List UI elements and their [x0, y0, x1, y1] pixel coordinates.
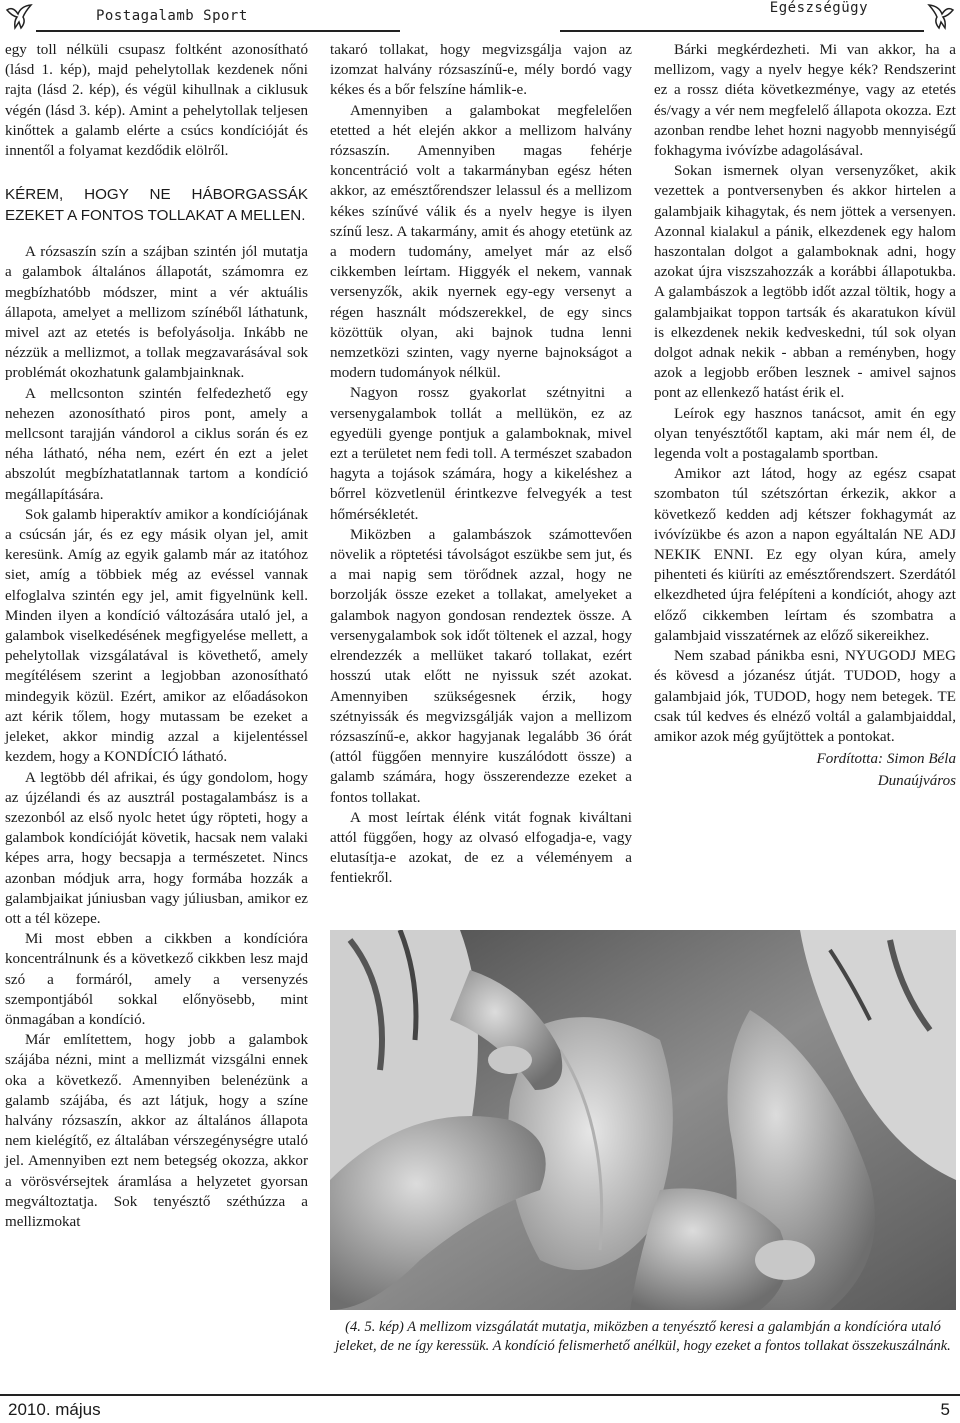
- paragraph: Leírok egy hasznos tanácsot, amit én egy olyan tenyésztőtől kaptam, aki már nem él, de legenda volt a postagalamb sportban.: [654, 405, 956, 463]
- pigeon-icon: [926, 2, 956, 32]
- paragraph: A most leírtak élénk vitát fognak kiváltani attól függően, hogy az olvasó elfogadja-e, vagy elutasítja-e azokat, de ez a véleményem a fentiekről.: [330, 809, 632, 887]
- header-rule-left: [36, 30, 400, 32]
- breast-inspection-photo: [330, 930, 956, 1310]
- magazine-title: Postagalamb Sport: [96, 8, 248, 24]
- paragraph: Nem szabad pánikba esni, NYUGODJ MEG és kövesd a józanész útját. TUDOD, hogy a galambjaid jók, TUDOD, hogy nem betegek. TE csak túl kedves és elnéző voltál a galambjaiddal, amikor azok még gyűjtöttek a pontokat.: [654, 648, 956, 745]
- paragraph: Már említettem, hogy jobb a galambok szájába nézni, mint a mellizmát vizsgálni ennek oka a következő. Amennyiben belenézünk a galamb szájába, és azt látjuk, hogy a színe halvány rózsaszín, akkor az általános állapota nem kielégítő, ez általában vérszegénységre utaló jel. Amennyiben ezt nem betegség okozza, akkor a vörösvérsejtek áramlása a helyzetet gyorsan megváltoztatja. Sok tenyésztő széthúzza a mellizmokat: [5, 1032, 308, 1230]
- article-column-3: [654, 40, 956, 792]
- paragraph: Mi most ebben a cikkben a kondícióra koncentrálnunk és a következő cikkben lesz majd szó a formáról, amely a versenyzés szempontjából sokkal előnyösebb, mint önmagában a kondíció.: [5, 931, 308, 1028]
- photo-caption: (4. 5. kép) A mellizom vizsgálatát mutatja, miközben a tenyésztő keresi a galambján a kondícióra utaló jeleket, de ne így keressük. A kondíció felismerhető anélkül, hogy ezeket a fontos tollakat összekuszálnánk.: [335, 1319, 951, 1354]
- emphasis-notice: KÉREM, HOGY NE HÁBORGASSÁK EZEKET A FONTOS TOLLAKAT A MELLEN.: [5, 186, 308, 224]
- pigeon-icon: [4, 2, 34, 32]
- page-number: 5: [940, 1400, 950, 1419]
- paragraph: takaró tollakat, hogy megvizsgálja vajon az izomzat halvány rózsaszínű-e, mély bordó vagy kékes és a bőr felszíne hámlik-e.: [330, 42, 632, 99]
- translator-credit: Fordította: Simon Béla: [816, 751, 956, 768]
- paragraph: Sokan ismernek olyan versenyzőket, akik vezettek a pontversenyben és akkor hirtelen a galambjaik kihagytak, és nem jöttek a versenyen. Azonnal kialakul a pánik, elkezdenek egy halom haszontalan dolgot a galamboknak adni, hogy azokat újra viszszahozzák a korábbi állapotukba. A galambászok a legtöbb időt azzal töltik, hogy a galambjaikat toppon tartsák és akaratukon kívül is elkezdenek nekik kedveskedni, túl sok olyan dolgot adnak nekik - abban a reményben, hogy azok a legjobb erőben lesznek - amivel sajnos pont az ellenkező hatást érik el.: [654, 163, 956, 402]
- translator-location: Dunaújváros: [877, 773, 956, 790]
- issue-date: 2010. május: [8, 1400, 101, 1419]
- paragraph: A mellcsonton szintén felfedezhető egy nehezen azonosítható piros pont, amely a mellcsont tarajján vándorol a ciklus során és ez néha látható, néha nem, ezért én ezt a jelet abszolút megbízhatatlannak tartom a kondíció megállapítására.: [5, 385, 308, 503]
- header-rule-right: [560, 30, 924, 32]
- paragraph: Miközben a galambászok számottevően növelik a röptetési távolságot eszükbe sem jut, és a mai napig sem törődnek azzal, hogy ne borzolják össze ezeket a tollakat, amelyeket a galambok nagyon gondosan rendeztek össze. A versenygalambok sok időt töltenek el azzal, hogy elrendezzék a mellüket takaró tollakat, ezért hosszú utak előtt ne nyissuk szét azokat. Amennyiben szükségesnek érzik, hogy szétnyissák és megvizsgálják vajon a mellizom rózsaszínű-e, akkor hagyjanak legalább 36 órát (attól függően mennyire kuszálódott össze) a galamb számára, hogy összerendezze ezeket a fontos tollakat.: [330, 526, 632, 806]
- section-title: Egészségügy: [769, 0, 868, 16]
- paragraph: Amikor azt látod, hogy az egész csapat szombaton túl szétszórtan érkezik, akkor a következő kedden adj kétszer fokhagymát az ivóvízükbe és azon a napon egyáltalán NE ADJ NEKIK ENNI. Ez egy olyan kúra, amely pihenteti és kiüríti az emésztőrendszert. Szerdától elkezdheted újra felépíteni a kondíciót, ahogy azt előző cikkemben leírtam és szombatra a galambjaid visszatérnek az előző sikereikhez.: [654, 466, 956, 644]
- paragraph: A legtöbb dél afrikai, és úgy gondolom, hogy az újzélandi és az ausztrál postagalambász is a szezonból az első nyolc hetet úgy röpteti, hogy a galambok kondícióját követik, hacsak nem valaki képes arra, hogy becsapja a természetet. Nincs azonban módjuk arra, hogy formába hozzák a galambjaikat júniusban vagy júliusban, amikor ez ott a tél közepe.: [5, 769, 308, 927]
- article-column-1: [5, 40, 308, 1232]
- paragraph: egy toll nélküli csupasz foltként azonosítható (lásd 1. kép), majd pehelytollak kezdenek nőni rajta (lásd 2. kép), és végül kihullnak a ciklusuk végén (lásd 3. kép). Amint a pehelytollak teljesen kinőttek a galamb elérte a csúcs kondícióját és innentől a folyamat kezdődik elölről.: [5, 42, 308, 160]
- paragraph: Bárki megkérdezheti. Mi van akkor, ha a mellizom, vagy a nyelv hegye kék? Rendszerint ez a rossz diéta következménye, vagy az etetés és/vagy a vér nem megfelelő állapota okozza. Ezt azonban rendbe lehet hozni nagyobb mennyiségű fokhagyma ivóvízbe adagolásával.: [654, 42, 956, 160]
- paragraph: Amennyiben a galambokat megfelelően etetted a hét elején akkor a mellizom halvány rózsaszín. Amennyiben magas fehérje koncentráció volt a takarmányban egész héten akkor, az emésztőrendszer lelassul és a mellizom kékes színűvé válik és a nyelv hegye is ilyen színű lesz. A takarmány, amit és ahogy etetünk az a modern tudomány, amelyet már az első cikkemben leírtam. Higgyék el nekem, vannak versenyzők, akik nyernek egy-egy versenyt a régen használt módszerekkel, de egy sincs közöttük olyan, aki bajnok tudna lenni nemzetközi szinten, vagy nyerne bajnokságot a modern tudományok nélkül.: [330, 102, 632, 382]
- article-column-2: [330, 40, 632, 889]
- paragraph: Sok galamb hiperaktív amikor a kondíciójának a csúcsán jár, és ez egy másik olyan jel, amit keresünk. Amíg az egyik galamb már az itatóhoz siet, amíg a többiek még az evéssel vannak elfoglalva szintén egy jel, amit figyelnünk kell. Minden ilyen a kondíció változására utaló jel, a galambok viselkedésének megfigyelése mellett, a pehelytollak vizsgálatával is követhető, amely megítélésem szerint a legjobban azonosítható mindegyik közül. Ezért, amikor az előadásokon azt kérik tőlem, hogy mutassam be ezeket a jeleket, akkor mindig azzal a kijelentéssel kezdem, hogy a KONDÍCIÓ látható.: [5, 506, 308, 766]
- paragraph: A rózsaszín szín a szájban szintén jól mutatja a galambok általános állapotát, számomra ez megbízhatóbb módszer, mint a vér aktuális állapota, amelyet a mellizom színéből láthatunk, mivel azt az etetés is befolyásolja. Inkább ne nézzük a mellizmot, a tollak megzavarásával sok problémát okozhatunk galambjainknak.: [5, 244, 308, 382]
- footer-rule: [0, 1394, 960, 1396]
- paragraph: Nagyon rossz gyakorlat szétnyitni a versenygalambok tollát a mellükön, ez az egyedüli gyenge pontjuk a galamboknak, mivel ezt a területet nem fedi toll. A természet szabadon hagyta a tojások számára, hogy a kikeléshez a bőrrel közvetlenül érintkezve felvegyék a test hőmérsékletét.: [330, 385, 632, 523]
